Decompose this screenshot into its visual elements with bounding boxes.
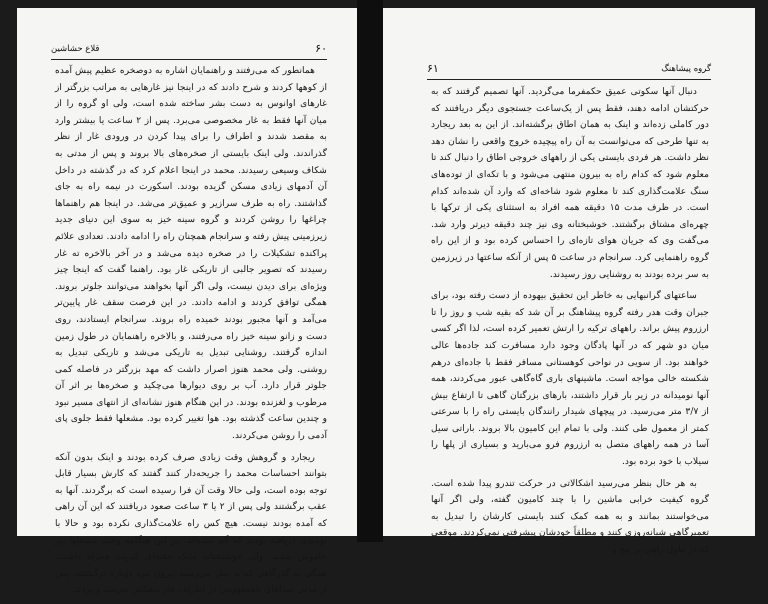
book-spine-gutter [357, 0, 383, 542]
right-running-title: گروه پیشاهنگ [661, 64, 711, 74]
right-page [383, 8, 755, 556]
right-page-body [431, 84, 709, 564]
left-page-number: ۶۰ [315, 42, 327, 55]
right-page-header [427, 61, 711, 80]
paragraph: به هر حال بنظر می‌رسید اشکالاتی در حرکت تندرو پیدا شده است. گروه کیفیت خرابی ماشین را با چند کامیون گفته، ولی اگر آنها می‌خواستند بمانند و به همه کمک کنند بایستی کارشان را تبدیل به تعمیرگاهی شبانه‌روزی کنند و مطلقاً خودشان پیشرفتی نمی‌کردند. موقعی که در طول راهی پر پیچ و [431, 477, 709, 556]
left-page [17, 8, 357, 596]
right-page-number: ۶۱ [427, 62, 439, 75]
left-page-body [55, 63, 327, 604]
paragraph: دنبال آنها سکوتی عمیق حکمفرما می‌گردید. آنها تصمیم گرفتند که به حرکتشان ادامه دهند، فقط پس از یک‌ساعت جستجوی دیگر دریافتند که دور کاملی زده‌اند و اینک به همان اطاق برگشته‌اند. از این به بعد ریجارد به تنها طرحی که می‌توانست به آن راه پیچیده خروج واقعی را نشان دهد نظر داشت. هر فردی بایستی یکی از راههای خروجی اطاق را دنبال کند تا معلوم شود که کدام راه به بیرون منتهی می‌شود و با تکه‌ای از توده‌های سنگ علامت‌گذاری کند تا معلوم شود شاخه‌ای که وارد آن شده‌اند کدام است. در ظرف مدت ۱۵ دقیقه همه افراد به استثنای یکی از ترکها با چهره‌ای مشتاق برگشتند. خوشبختانه وی نیز چند دقیقه دیرتر وارد شد. می‌گفت وی که جریان هوای تازه‌ای را احساس کرده بود و از این راه گروه راهنمایی کرد. سرانجام در ساعت ۵ پس از آنکه ساعتها در زیرزمین به سر برده بودند به روشنایی روز رسیدند. [431, 86, 709, 280]
paragraph: ریجارد و گروهش وقت زیادی صرف کرده بودند و اینک بدون آنکه بتوانند احساسات محمد را جریحه‌دار کنند گفتند که کارش بسیار قابل توجه بوده است، ولی حالا وقت آن فرا رسیده است که برگردند. آنها به عقب برگشتند ولی پس از ۲ یا ۳ ساعت صعود دریافتند که این آن راهی که آمده بودند نیست. هیچ کس راه علامت‌گذاری نکرده بود و حالا با نومیدی دریافته بودند که گم شده‌اند. در این هنگامه وحیم مشعلها نیز خاموش شدند. ولی خوشبختانه مایک جعبه‌ای کبریت همراه داشت. همگی به گذرگاهی که به نظر می‌رسید بیرون ببرد دوباره برگشتند. پس از مدتی صداهای ناهمفهومی در اطراف غار منعکس می‌شد و بردند. [55, 451, 328, 596]
left-page-header [51, 41, 327, 60]
left-running-title: قلاع حشاشین [51, 44, 100, 54]
paragraph: همانطور که می‌رفتند و راهنمایان اشاره به دوصخره عظیم پیش آمده از کوهها کردند و شرح دادند که در اینجا نیز غارهایی به مراتب بزرگتر از غارهای اوانوس به دست بشر ساخته شده است، ولی او گروه را از میان آنها فقط به غار مخصوصی می‌برد. پس از ۲ ساعت یا بیشتر وارد به مقصد شدند و اطراف را برای پیدا کردن در ورودی غار از نظر گذراندند. ولی اینک بایستی از صخره‌های بالا بروند و پس از مدتی به شکاف وسیعی رسیدند. محمد در اینجا اعلام کرد که در گذشته در داخل آن آدمهای زیادی مسکن گزیده بودند. اسکورت در نیمه راه به جای گذاشتند. راه به طرف سرازیر و عمیق‌تر می‌شد. در اینجا هم راهنماها چراغها را روشن کردند و گروه سینه خیز به سوی این دنیای جدید زیرزمینی پیش رفته و سرانجام همچنان راه را ادامه دادند. تعدادی علائم پراکنده تشکیلات را در صخره دیده می‌شد و در آخر بالاخره ته غار رسیدند که تصویر جالبی از تاریکی غار بود. راهنما گفت که اینجا چیز ویژه‌ای برای دیدن نیست، ولی اگر آنها بخواهند می‌توانند جلوتر بروند. همگی توافق کردند و ادامه دادند. در این فرصت سقف غار پایین‌تر می‌آمد و آنها مجبور بودند خمیده راه بروند. سرانجام ایستادند، روی دست و زانو سینه خیز راه می‌رفتند، و بالاخره راهنمایان در طول زمین اندازه گرفتند. روشنایی تبدیل به تاریکی می‌شد و تاریکی تبدیل به روشنی. ولی محمد هنوز اصرار داشت که مهد بزرگتر در فاصله کمی جلوتر قرار دارد. آب بر روی دیوارها می‌چکید و صخره‌ها بر اثر آن مرطوب و لغزنده بودند. در این هنگام هنوز نشانه‌ای از انتهای مسیر نبود و چندین ساعت گذشته بود. هوا تغییر کرده بود. مشعلها فقط جلوی پای آدمی را روشن می‌کردند. [55, 65, 327, 442]
paragraph: ساعتهای گرانبهایی به خاطر این تحقیق بیهوده از دست رفته بود، برای جبران وقت هدر رفته گروه پیشاهنگ بر آن شد که بقیه شب و روز را تا ارزروم پیش براند. راههای ترکیه را ارتش تعمیر کرده است، لذا اگر کسی میان دو شهر که در آنها پادگان وجود دارد مسافرت کند جاده‌ها عالی خواهند بود. از سویی در نواحی کوهستانی مسافر فقط با جاده‌ای درهم شکسته خالی مواجه است. ماشینهای باری گاه‌گاهی عبور می‌کردند، همه آنها نومیدانه در زیر بار قرار داشتند، بارهای بزرگتان گاهی تا ارتفاع بیش از ۳/۷ متر می‌رسید. در پیچهای شیدار رانندگان بایستی راه را با سرعتی کمتر از معمول طی کنند. ولی با تمام این کامیون بالا بروند. باراتی سیل آسا در همه راههای متصل به ارزروم فرو می‌بارید و بسیاری از پلها را سیلاب با خود برده بود. [431, 290, 709, 468]
